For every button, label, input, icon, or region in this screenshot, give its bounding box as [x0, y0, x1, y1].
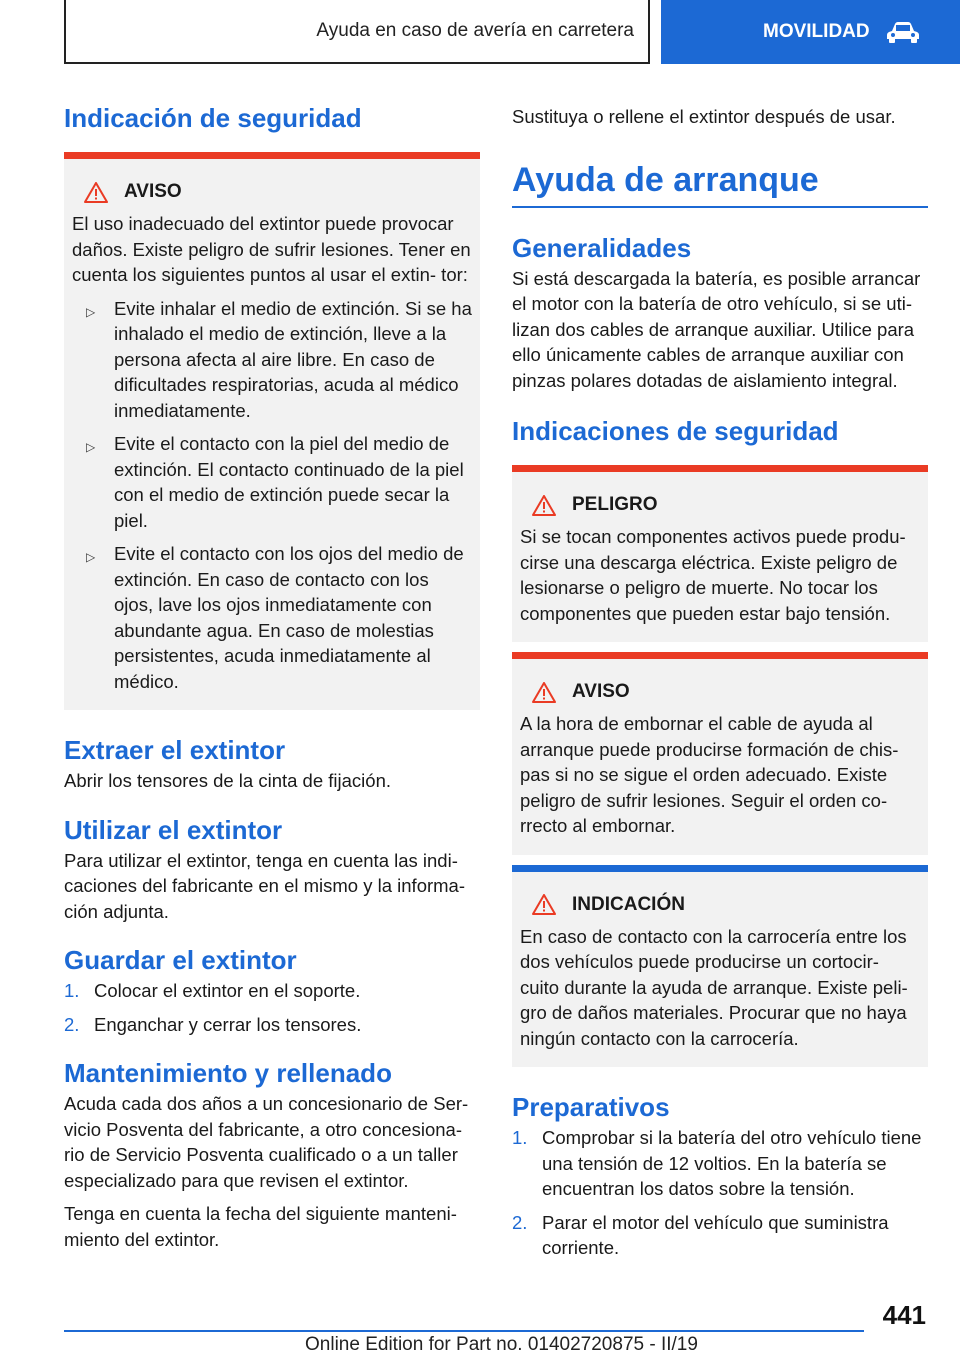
- left-column: [64, 96, 480, 1252]
- title-rule: [512, 206, 928, 208]
- bullet-text: Evite el contacto con los ojos del medio de extinción. En caso de contacto con los ojos, lave los ojos inmediatamente con abundante agua. En caso de molestias persistentes, acuda inmediatamente al médico.: [114, 543, 464, 692]
- section-label: MOVILIDAD: [763, 21, 870, 42]
- note-text: En caso de contacto con la carrocería entre los dos vehículos puede producirse un cortocir- cuito durante la ayuda de arranque. Existe peli- gro de daños materiales. Procurar que no haya ningún contacto con la carrocería.: [520, 925, 908, 1049]
- safety-heading: Indicaciones de seguridad: [512, 416, 839, 446]
- note-header: [520, 894, 920, 916]
- step-text: Comprobar si la batería del otro vehículo tiene una tensión de 12 voltios. En la batería se encuentran los datos sobre la tensión.: [542, 1127, 922, 1199]
- maintenance-heading: Mantenimiento y rellenado: [64, 1058, 392, 1088]
- warning-label: AVISO: [572, 681, 630, 702]
- step-text: Parar el motor del vehículo que suministra corriente.: [542, 1211, 889, 1258]
- list-item: [64, 978, 480, 1004]
- warning-triangle-icon: [84, 182, 108, 203]
- intro-text: Sustituya o rellene el extintor después de usar.: [512, 106, 896, 127]
- step-number: 1.: [512, 1127, 528, 1148]
- edition-footer: Online Edition for Part no. 01402720875 - II/19: [305, 1334, 698, 1355]
- list-item: [72, 541, 472, 694]
- warning-triangle-icon: [532, 682, 556, 703]
- danger-header: [520, 494, 920, 516]
- note-box: [512, 865, 928, 1068]
- danger-text: Si se tocan componentes activos puede produ- cirse una descarga eléctrica. Existe peligro de lesionarse o peligro de muerte. No tocar los componentes que pueden estar bajo tensión.: [520, 526, 906, 624]
- jump-start-title: Ayuda de arranque: [512, 160, 819, 199]
- list-item: [64, 1012, 480, 1038]
- step-number: 2.: [512, 1211, 528, 1233]
- warning-header: [72, 181, 472, 203]
- extract-heading: Extraer el extintor: [64, 735, 286, 765]
- warning-box: [512, 652, 928, 855]
- general-heading: Generalidades: [512, 232, 692, 263]
- danger-box: [512, 465, 928, 642]
- bullet-triangle-icon: ▷: [86, 304, 96, 319]
- list-item: [72, 296, 472, 424]
- general-text: Si está descargada la batería, es posible arrancar el motor con la batería de otro vehículo, si se uti- lizan dos cables de arranque auxiliar. Utilice para ello únicamente cables de arranque auxiliar con pinzas polares dotadas de aislamiento integral.: [512, 267, 921, 391]
- step-number: 1.: [64, 980, 80, 1001]
- store-heading: Guardar el extintor: [64, 945, 297, 975]
- step-number: 2.: [64, 1013, 80, 1035]
- bullet-text: Evite el contacto con la piel del medio de extinción. El contacto continuado de la piel con el medio de extinción puede secar la piel.: [114, 433, 464, 531]
- footer-rule: [64, 1330, 864, 1332]
- step-text: Colocar el extintor en el soporte.: [94, 980, 361, 1001]
- warning-label: AVISO: [124, 181, 182, 202]
- warning-text: A la hora de embornar el cable de ayuda al arranque puede producirse formación de chis- pas si no se sigue el orden adecuado. Existe peligro de sufrir lesiones. Seguir el orden co- rrecto al embornar.: [520, 713, 899, 836]
- warning-text: El uso inadecuado del extintor puede provocar daños. Existe peligro de sufrir lesiones. Tener en cuenta los siguientes puntos al usar el extin- tor:: [72, 213, 471, 285]
- safety-heading: Indicación de seguridad: [64, 103, 362, 133]
- maintenance-text: Tenga en cuenta la fecha del siguiente manteni- miento del extintor.: [64, 1203, 457, 1250]
- chapter-title: Ayuda en caso de avería en carretera: [316, 20, 634, 41]
- list-item: [512, 1210, 928, 1261]
- prep-heading: Preparativos: [512, 1092, 670, 1122]
- warning-box: [64, 152, 480, 710]
- note-label: INDICACIÓN: [572, 893, 685, 915]
- warning-header: [520, 681, 920, 703]
- right-column: [512, 96, 928, 1261]
- danger-label: PELIGRO: [572, 494, 658, 515]
- warning-triangle-icon: [532, 495, 556, 516]
- section-tab: [661, 0, 960, 64]
- maintenance-text: Acuda cada dos años a un concesionario de Ser- vicio Posventa del fabricante, a otro concesiona- rio de Servicio Posventa cualificado o a un taller especializado para que revisen el extintor.: [64, 1093, 469, 1191]
- list-item: [72, 431, 472, 533]
- bullet-text: Evite inhalar el medio de extinción. Si se ha inhalado el medio de extinción, lleve a la persona afecta al aire libre. En caso de dificultades respiratorias, acuda al médico inmediatamente.: [114, 297, 472, 421]
- page-number: 441: [882, 1300, 926, 1330]
- bullet-triangle-icon: ▷: [86, 550, 96, 564]
- list-item: [512, 1125, 928, 1202]
- use-text: Para utilizar el extintor, tenga en cuenta las indi- caciones del fabricante en el mismo y la informa- ción adjunta.: [64, 849, 466, 922]
- use-heading: Utilizar el extintor: [64, 814, 283, 845]
- step-text: Enganchar y cerrar los tensores.: [94, 1013, 362, 1035]
- extract-text: Abrir los tensores de la cinta de fijación.: [64, 770, 392, 791]
- bullet-triangle-icon: ▷: [86, 440, 96, 454]
- warning-triangle-icon: [532, 894, 556, 915]
- chapter-header: [64, 0, 650, 64]
- car-icon: [886, 21, 920, 43]
